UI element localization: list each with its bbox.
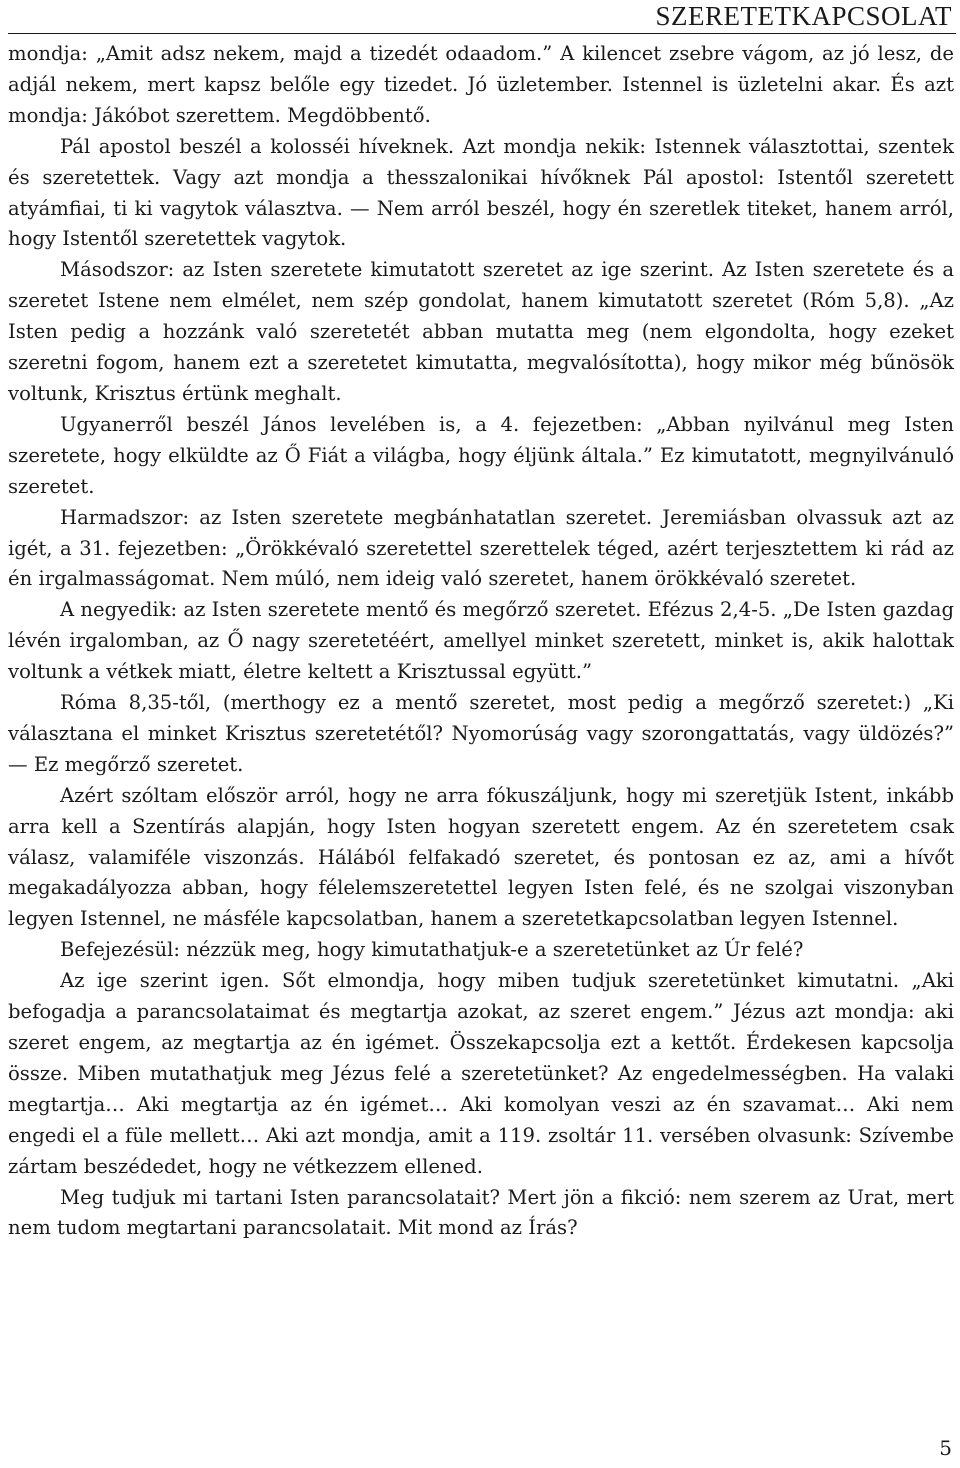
paragraph-6: A negyedik: az Isten szeretete mentő és megőrző szeretet. Efézus 2,4-5. „De Isten gazdag lévén irgalomban, az Ő nagy szeretetéért, amellyel minket szeretett, minket is, akik halottak voltunk a vétkek miatt, életre keltett a Krisztussal együtt.”: [8, 598, 954, 684]
paragraph-10: Az ige szerint igen. Sőt elmondja, hogy miben tudjuk szeretetünket kimutatni. „Aki befogadja a parancsolataimat és megtartja azokat, az szeret engem.” Jézus azt mondja: aki szeret engem, az megtartja az én igémet. Összekapcsolja ezt a kettőt. Érdekesen kapcsolja össze. Miben mutathatjuk meg Jézus felé a szeretetünket? Az engedelmességben. Ha valaki megtartja… Aki megtartja az én igémet… Aki komolyan veszi az én szavamat… Aki nem engedi el a füle mellett… Aki azt mondja, amit a 119. zsoltár 11. versében olvasunk: Szívembe zártam beszédedet, hogy ne vétkezzem ellened.: [8, 969, 954, 1178]
paragraph-5: Harmadszor: az Isten szeretete megbánhatatlan szeretet. Jeremiásban olvassuk azt az igét, a 31. fejezetben: „Örökkévaló szeretettel szerettelek téged, azért terjesztettem ki rád az én irgalmasságomat. Nem múló, nem ideig való szeretet, hanem örökkévaló szeretet.: [8, 505, 954, 591]
paragraph-2: Pál apostol beszél a kolosséi híveknek. Azt mondja nekik: Istennek választottai, szentek és szeretettek. Vagy azt mondja a thesszalonikai hívőknek Pál apostol: Istentől szeretett atyámfiai, ti ki vagytok választva. — Nem arról beszél, hogy én szeretlek titeket, hanem arról, hogy Istentől szeretettek vagytok.: [8, 134, 954, 251]
paragraph-7: Róma 8,35-től, (merthogy ez a mentő szeretet, most pedig a megőrző szeretet:) „Ki választana el minket Krisztus szeretetétől? Nyomorúság vagy szorongattatás, vagy üldözés?” — Ez megőrző szeretet.: [8, 691, 954, 776]
running-header: SZERETETKAPCSOLAT: [655, 1, 952, 31]
page-number: 5: [939, 1436, 952, 1460]
paragraph-3: Másodszor: az Isten szeretete kimutatott szeretet az ige szerint. Az Isten szeretete és a szeretet Istene nem elmélet, nem szép gondolat, hanem kimutatott szeretet (Róm 5,8). „Az Isten pedig a hozzánk való szeretetét abban mutatta meg (nem elgondolta, hogy ezeket szeretni fogom, hanem ezt a szeretetet kimutatta, megvalósította), hogy mikor még bűnösök voltunk, Krisztus értünk meghalt.: [8, 258, 954, 405]
paragraph-11: Meg tudjuk mi tartani Isten parancsolatait? Mert jön a fikció: nem szerem az Urat, mert nem tudom megtartani parancsolatait. Mit mond az Írás?: [8, 1185, 954, 1240]
paragraph-4: Ugyanerről beszél János levelében is, a 4. fejezetben: „Abban nyilvánul meg Isten szeretete, hogy elküldte az Ő Fiát a világba, hogy éljünk általa.” Ez kimutatott, megnyilvánuló szeretet.: [8, 412, 954, 498]
header-rule: [8, 33, 956, 34]
body-text: [8, 39, 954, 1244]
paragraph-8: Azért szóltam először arról, hogy ne arra fókuszáljunk, hogy mi szeretjük Istent, inkább arra kell a Szentírás alapján, hogy Isten hogyan szeretett engem. Az én szeretetem csak válasz, valamiféle viszonzás. Hálából felfakadó szeretet, és pontosan ez az, ami a hívőt megakadályozza abban, hogy félelemszeretettel legyen Isten felé, és ne szolgai viszonyban legyen Istennel, ne másféle kapcsolatban, hanem a szeretetkapcsolatban legyen Istennel.: [8, 783, 954, 931]
paragraph-9: Befejezésül: nézzük meg, hogy kimutathatjuk-e a szeretetünket az Úr felé?: [60, 938, 804, 962]
paragraph-1: mondja: „Amit adsz nekem, majd a tizedét odaadom.” A kilencet zsebre vágom, az jó lesz, de adjál nekem, mert kapsz belőle egy tizedet. Jó üzletember. Istennel is üzletelni akar. És azt mondja: Jákóbot szerettem. Megdöbbentő.: [8, 42, 954, 127]
